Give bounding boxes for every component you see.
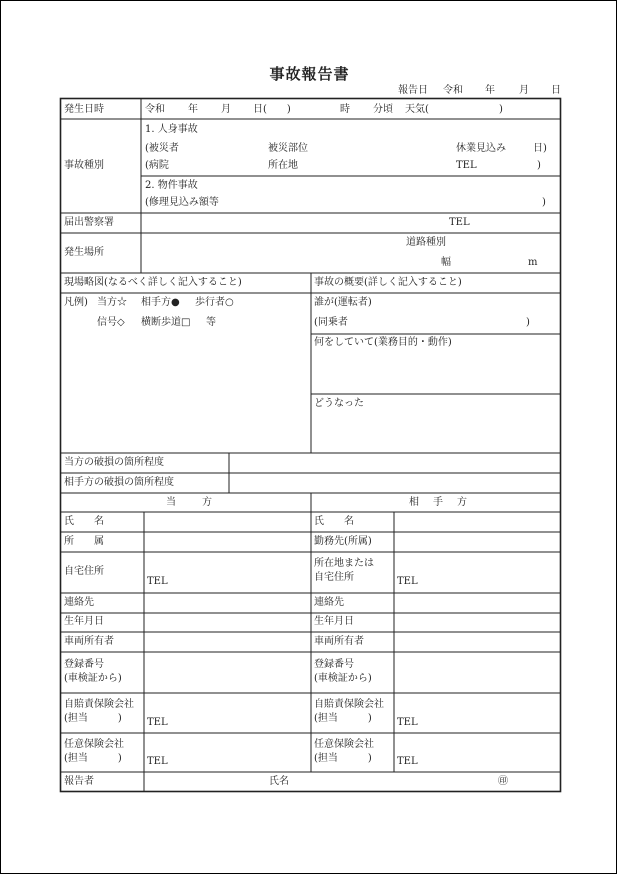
self-address-tel: TEL [147,576,168,587]
self-affiliation-label: 所 属 [64,536,104,547]
occurrence-label: 発生日時 [64,104,104,115]
self-name-label: 氏 名 [64,516,104,527]
self-vol-label-1: 任意保険会社 [64,739,124,750]
self-cali-label-1: 自賠責保険会社 [64,699,134,710]
self-contact-label: 連絡先 [64,597,94,608]
other-birthdate-label: 生年月日 [314,616,354,627]
legend-self: 当方☆ [97,297,127,308]
hospital-label: (病院 [145,160,169,171]
self-birthdate-label: 生年月日 [64,616,104,627]
self-owner-label: 車両所有者 [64,636,114,647]
document-title: 事故報告書 [269,65,350,83]
occurrence-era: 令和 [145,104,165,115]
legend-other: 相手方● [141,297,180,308]
victim-part-label: 被災部位 [268,143,308,154]
place-label: 発生場所 [64,247,104,258]
hospital-close: ) [537,160,541,171]
summary-who: 誰が(運転者) [314,297,372,308]
victim-label: (被災者 [145,143,179,154]
summary-passenger-close: ) [526,317,530,328]
legend-signal: 信号◇ [97,317,125,328]
occurrence-month: 月 [221,104,231,115]
summary-result: どうなった [314,398,364,409]
repair-estimate-label: (修理見込み額等 [145,197,219,208]
self-address-label: 自宅住所 [64,566,104,577]
report-date-label: 報告日 [398,85,428,96]
weather-close: ) [499,104,503,115]
report-date-era: 令和 [443,85,463,96]
other-vol-label-2: (担当 ) [314,753,372,764]
weather-label: 天気( [405,104,429,115]
police-station-label: 届出警察署 [64,217,114,228]
self-cali-tel: TEL [147,717,168,728]
self-cali-label-2: (担当 ) [64,713,122,724]
accident-type-label: 事故種別 [64,160,104,171]
self-reg-label-2: (車検証から) [64,673,122,684]
leave-estimate-label: 休業見込み [456,143,506,154]
summary-doing: 何をしていて(業務目的・動作) [314,337,452,348]
reporter-name-label: 氏名 [269,776,289,787]
self-vol-tel: TEL [147,756,168,767]
road-type-label: 道路種別 [406,237,446,248]
occurrence-minute: 分頃 [373,104,393,115]
other-cali-label-2: (担当 ) [314,713,372,724]
personal-injury-heading: 1. 人身事故 [145,124,198,135]
other-reg-label-2: (車検証から) [314,673,372,684]
sketch-heading: 現場略図(なるべく詳しく記入すること) [64,277,242,288]
leave-days-label: 日) [533,143,547,154]
other-address-label-2: 自宅住所 [314,572,354,583]
other-party-header: 相 手 方 [409,497,469,508]
other-cali-tel: TEL [397,717,418,728]
other-damage-label: 相手方の破損の箇所程度 [64,477,174,488]
occurrence-hour: 時 [340,104,350,115]
road-width-unit: m [528,257,538,268]
report-date-month: 月 [519,85,529,96]
summary-heading: 事故の概要(詳しく記入すること) [314,277,462,288]
other-cali-label-1: 自賠責保険会社 [314,699,384,710]
self-reg-label-1: 登録番号 [64,659,104,670]
self-party-header: 当 方 [166,497,214,508]
occurrence-day-weekday: 日( ) [253,104,291,115]
property-damage-heading: 2. 物件事故 [145,180,198,191]
summary-passenger: (同乗者 [314,317,348,328]
occurrence-year: 年 [188,104,198,115]
legend-crosswalk: 横断歩道□ [141,317,191,328]
other-vol-tel: TEL [397,756,418,767]
road-width-label: 幅 [441,257,451,268]
other-address-tel: TEL [397,576,418,587]
other-contact-label: 連絡先 [314,597,344,608]
self-damage-label: 当方の破損の箇所程度 [64,457,164,468]
hospital-location-label: 所在地 [268,160,298,171]
reporter-seal-mark: ㊞ [498,776,508,787]
reporter-label: 報告者 [64,776,94,787]
legend-etc: 等 [206,317,216,328]
hospital-tel-label: TEL [456,160,477,171]
legend-pedestrian: 歩行者○ [195,297,234,308]
other-address-label-1: 所在地または [314,558,374,569]
report-date-day: 日 [551,85,561,96]
other-workplace-label: 勤務先(所属) [314,536,372,547]
other-reg-label-1: 登録番号 [314,659,354,670]
repair-estimate-close: ) [542,197,546,208]
legend-prefix: 凡例) [64,297,88,308]
self-vol-label-2: (担当 ) [64,753,122,764]
report-date-year: 年 [485,85,495,96]
other-owner-label: 車両所有者 [314,636,364,647]
police-tel-label: TEL [449,217,470,228]
other-name-label: 氏 名 [314,516,354,527]
other-vol-label-1: 任意保険会社 [314,739,374,750]
